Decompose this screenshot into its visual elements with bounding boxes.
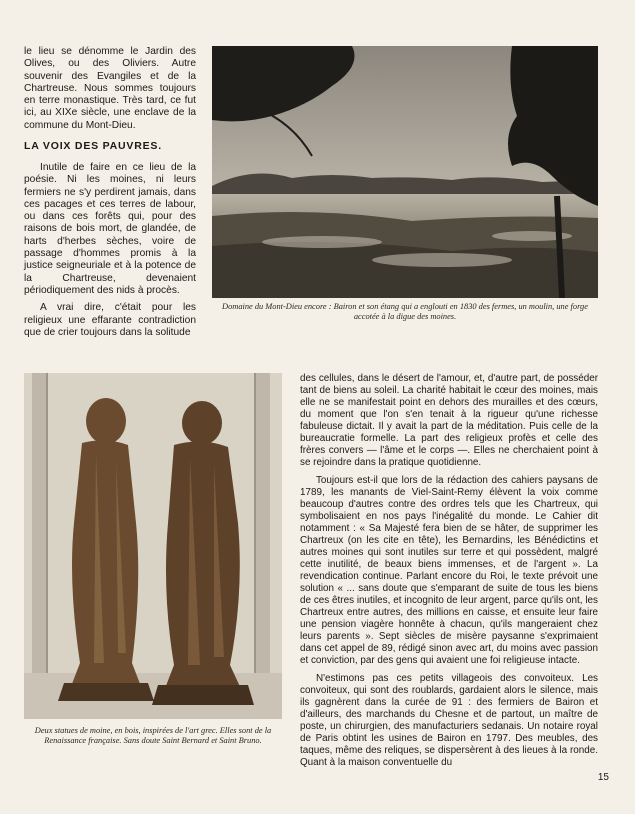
main-body — [300, 373, 598, 769]
paragraph-poesie: Inutile de faire en ce lieu de la poésie. Ni les moines, ni leurs fermiers ne s'y perdirent jamais, dans ces pacages et ces terres de labour, ou dans ces forêts qui, pour des raisons de bois mort, de glandée, de harts d'herbes sèches, voire de passage d'hommes promis à la justice seigneuriale et à la potence de la Chartreuse, devenaient périodiquement des nids à procès. — [24, 162, 196, 296]
lake-photo-image — [212, 46, 598, 298]
section-body — [24, 162, 196, 339]
intro-paragraph: le lieu se dénomme le Jardin des Olives, ou des Oliviers. Autre souvenir des Evangiles et de la Chartreuse. Nous sommes toujours en terre monastique. Très tard, ce fut ici, au XIXe siècle, une enclave de la commune du Mont-Dieu. — [24, 46, 196, 131]
statues-photo-caption: Deux statues de moine, en bois, inspirées de l'art grec. Elles sont de la Renaissance française. Sans doute Saint Bernard et Saint Bruno. — [34, 726, 272, 746]
paragraph-cahiers: Toujours est-il que lors de la rédaction des cahiers paysans de 1789, les manants de Viel-Saint-Remy élèvent la voix comme beaucoup d'autres contre des ordres tels que les Chartreux, qui symbolisaient en nos pays l'inégalité du monde. Le Cahier dit notamment : « Sa Majesté fera bien de se hâter, de supprimer les Chartreux (on les cite en tête), les Bernardins, les Bénédictins et autres moines qui sont inutiles sur terre et qui possèdent, malgré cette inutilité, de beaux biens immenses, et de l'argent ». La revendication continue. Parlant encore du Roi, le texte prévoit une solution « ... sans doute que s'emparant de suite de tous les biens de ces êtres inutiles, et incognito de leur argent, parce qu'ils ont, les Chartreux entre autres, des millions en caisse, et ensuite leur faire une pension viagère honnête à chacun, qu'ils mangeraient chez leurs parents ». Sept siècles de misère paysanne s'exprimaient dans cet appel de 89, rédigé sinon avec art, du moins avec passion et conviction, par des gens qui avaient une foi religieuse intacte. — [300, 475, 598, 666]
paragraph-contradiction: A vrai dire, c'était pour les religieux une effarante contradiction que de crier toujours dans la solitude — [24, 302, 196, 338]
section-heading: LA VOIX DES PAUVRES. — [24, 140, 162, 152]
lake-photo — [212, 46, 598, 298]
statues-photo — [24, 373, 282, 719]
statues-photo-image — [24, 373, 282, 719]
lake-photo-caption: Domaine du Mont-Dieu encore : Bairon et son étang qui a englouti en 1830 des fermes, un moulin, une forge accotée à la digue des moines. — [222, 302, 588, 322]
paragraph-cellules: des cellules, dans le désert de l'amour, et, d'autre part, de posséder tant de biens au soleil. La charité habitait le cœur des moines, mais elle ne se manifestait point en dehors des murailles et des cœurs, du moment que l'on s'en tenait à la rigueur qu'une richesse fabuleuse dictait. Il y avait la part de la méditation. Puis celle de la bureaucratie formelle. La part des religieux profès et celle des frères convers — l'âme et le corps —. Elles ne cherchaient point à se rejoindre dans la pratique quotidienne. — [300, 373, 598, 468]
page-number: 15 — [597, 772, 609, 783]
paragraph-convoiteux: N'estimons pas ces petits villageois des convoiteux. Les convoiteux, qui sont des roublards, gardaient alors le silence, mais ils gagnèrent dans la curée de 91 : des fermiers de Bairon et d'ailleurs, des marchands du Chesne et de partout, un maître de poste, un chirurgien, des manufacturiers sedanais. Un notaire royal de Paris obtint les usines de Bairon en 1797. Des meubles, des taques, même des reliques, se dispersèrent à des lieues à la ronde. Quant à la maison conventuelle du — [300, 673, 598, 768]
